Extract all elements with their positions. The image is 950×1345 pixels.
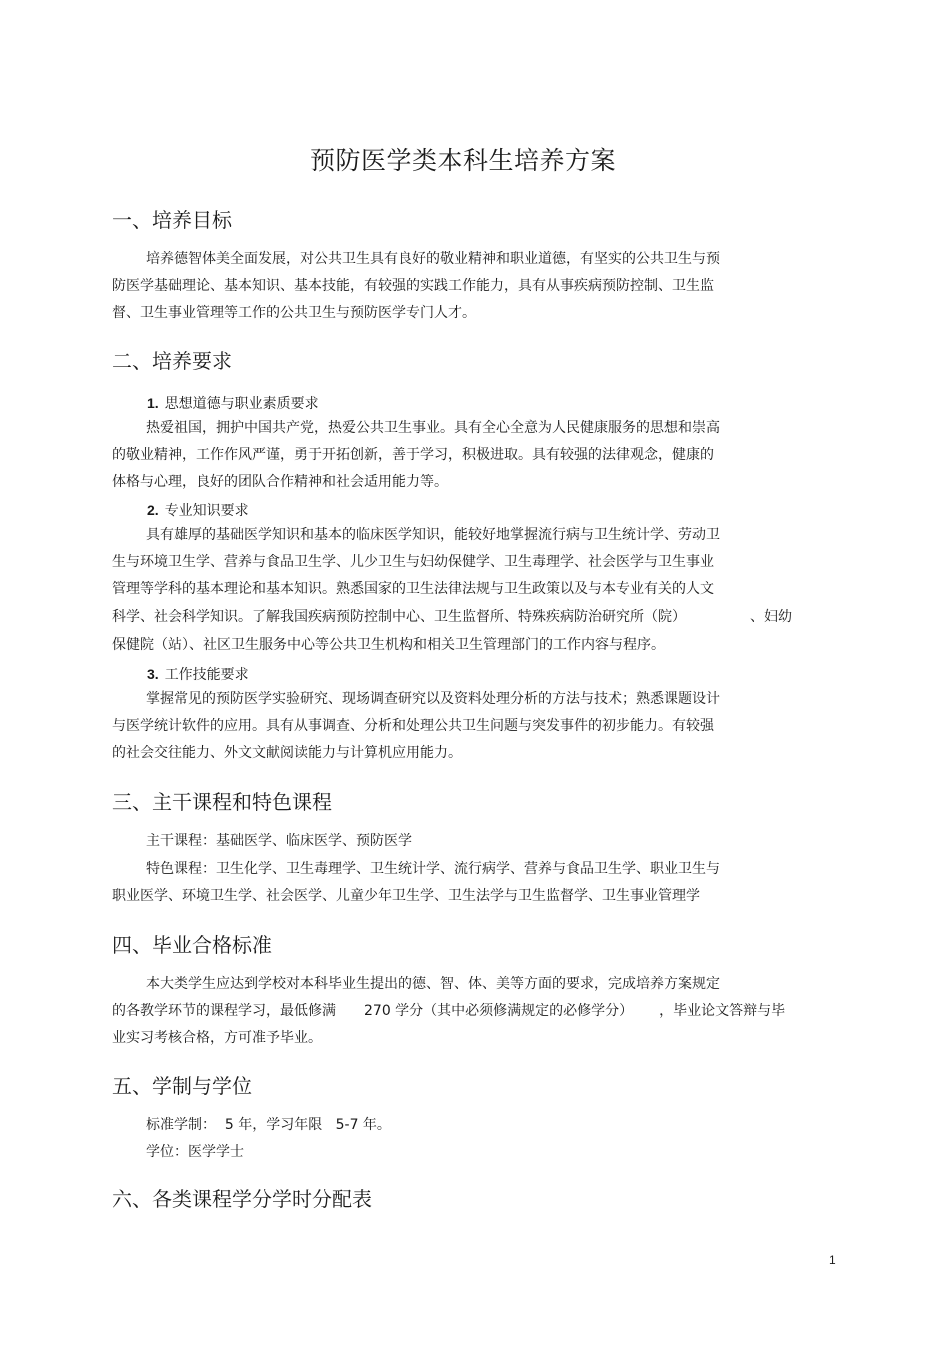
- section-heading-graduation: 四、毕业合格标准: [112, 933, 272, 957]
- subsection-heading-ethics: [147, 393, 319, 413]
- paragraph-line: 主干课程：基础医学、临床医学、预防医学: [146, 833, 412, 849]
- paragraph-line: 防医学基础理论、基本知识、基本技能，有较强的实践工作能力，具有从事疾病预防控制、卫生监: [112, 278, 714, 294]
- paragraph-text: 、妇幼: [750, 609, 792, 625]
- paragraph-line: [112, 1000, 785, 1020]
- paragraph-text: ，毕业论文答辩与毕: [659, 1003, 786, 1019]
- subsection-number: 2.: [147, 502, 159, 518]
- section-heading-duration-degree: 五、学制与学位: [112, 1074, 252, 1098]
- paragraph-line: [112, 606, 792, 626]
- paragraph-line: 学位：医学学士: [146, 1144, 244, 1160]
- subsection-label: 思想道德与职业素质要求: [164, 396, 319, 412]
- paragraph-line: 本大类学生应达到学校对本科毕业生提出的德、智、体、美等方面的要求，完成培养方案规定: [146, 976, 720, 992]
- paragraph-text: 270 学分（其中必须修满规定的必修学分）: [364, 1003, 634, 1019]
- paragraph-line: 的社会交往能力、外文文献阅读能力与计算机应用能力。: [112, 745, 462, 761]
- paragraph-line: 标准学制： 5 年，学习年限 5-7 年。: [146, 1117, 391, 1133]
- paragraph-line: 的敬业精神，工作作风严谨，勇于开拓创新，善于学习，积极进取。具有较强的法律观念，健康的: [112, 447, 714, 463]
- paragraph-line: 特色课程：卫生化学、卫生毒理学、卫生统计学、流行病学、营养与食品卫生学、职业卫生与: [146, 861, 720, 877]
- paragraph-line: 管理等学科的基本理论和基本知识。熟悉国家的卫生法律法规与卫生政策以及与本专业有关的人文: [112, 581, 714, 597]
- paragraph-line: 保健院（站）、社区卫生服务中心等公共卫生机构和相关卫生管理部门的工作内容与程序。: [112, 637, 665, 653]
- paragraph-line: 培养德智体美全面发展，对公共卫生具有良好的敬业精神和职业道德，有坚实的公共卫生与预: [146, 251, 720, 267]
- subsection-label: 工作技能要求: [164, 667, 249, 683]
- paragraph-line: 督、卫生事业管理等工作的公共卫生与预防医学专门人才。: [112, 305, 476, 321]
- paragraph-line: 与医学统计软件的应用。具有从事调查、分析和处理公共卫生问题与突发事件的初步能力。有较强: [112, 718, 714, 734]
- paragraph-text: 的各教学环节的课程学习，最低修满: [112, 1003, 336, 1019]
- document-title: 预防医学类本科生培养方案: [309, 146, 616, 175]
- paragraph-line: 职业医学、环境卫生学、社会医学、儿童少年卫生学、卫生法学与卫生监督学、卫生事业管理学: [112, 888, 700, 904]
- section-heading-objectives: 一、培养目标: [112, 208, 232, 232]
- subsection-number: 3.: [147, 666, 159, 682]
- paragraph-line: 具有雄厚的基础医学知识和基本的临床医学知识，能较好地掌握流行病与卫生统计学、劳动卫: [146, 527, 720, 543]
- paragraph-text: 科学、社会科学知识。了解我国疾病预防控制中心、卫生监督所、特殊疾病防治研究所（院）: [112, 609, 686, 625]
- paragraph-line: 业实习考核合格，方可准予毕业。: [112, 1030, 322, 1046]
- paragraph-line: 生与环境卫生学、营养与食品卫生学、儿少卫生与妇幼保健学、卫生毒理学、社会医学与卫生事业: [112, 554, 714, 570]
- subsection-number: 1.: [147, 395, 159, 411]
- section-heading-credit-table: 六、各类课程学分学时分配表: [112, 1187, 372, 1211]
- section-heading-courses: 三、主干课程和特色课程: [112, 790, 332, 814]
- paragraph-line: 掌握常见的预防医学实验研究、现场调查研究以及资料处理分析的方法与技术；熟悉课题设计: [146, 691, 720, 707]
- paragraph-line: 体格与心理，良好的团队合作精神和社会适用能力等。: [112, 474, 448, 490]
- subsection-heading-knowledge: [147, 500, 249, 520]
- section-heading-requirements: 二、培养要求: [112, 349, 232, 373]
- subsection-label: 专业知识要求: [164, 503, 249, 519]
- paragraph-line: 热爱祖国，拥护中国共产党，热爱公共卫生事业。具有全心全意为人民健康服务的思想和崇高: [146, 420, 720, 436]
- subsection-heading-skills: [147, 664, 249, 684]
- page-number: 1: [829, 1253, 836, 1267]
